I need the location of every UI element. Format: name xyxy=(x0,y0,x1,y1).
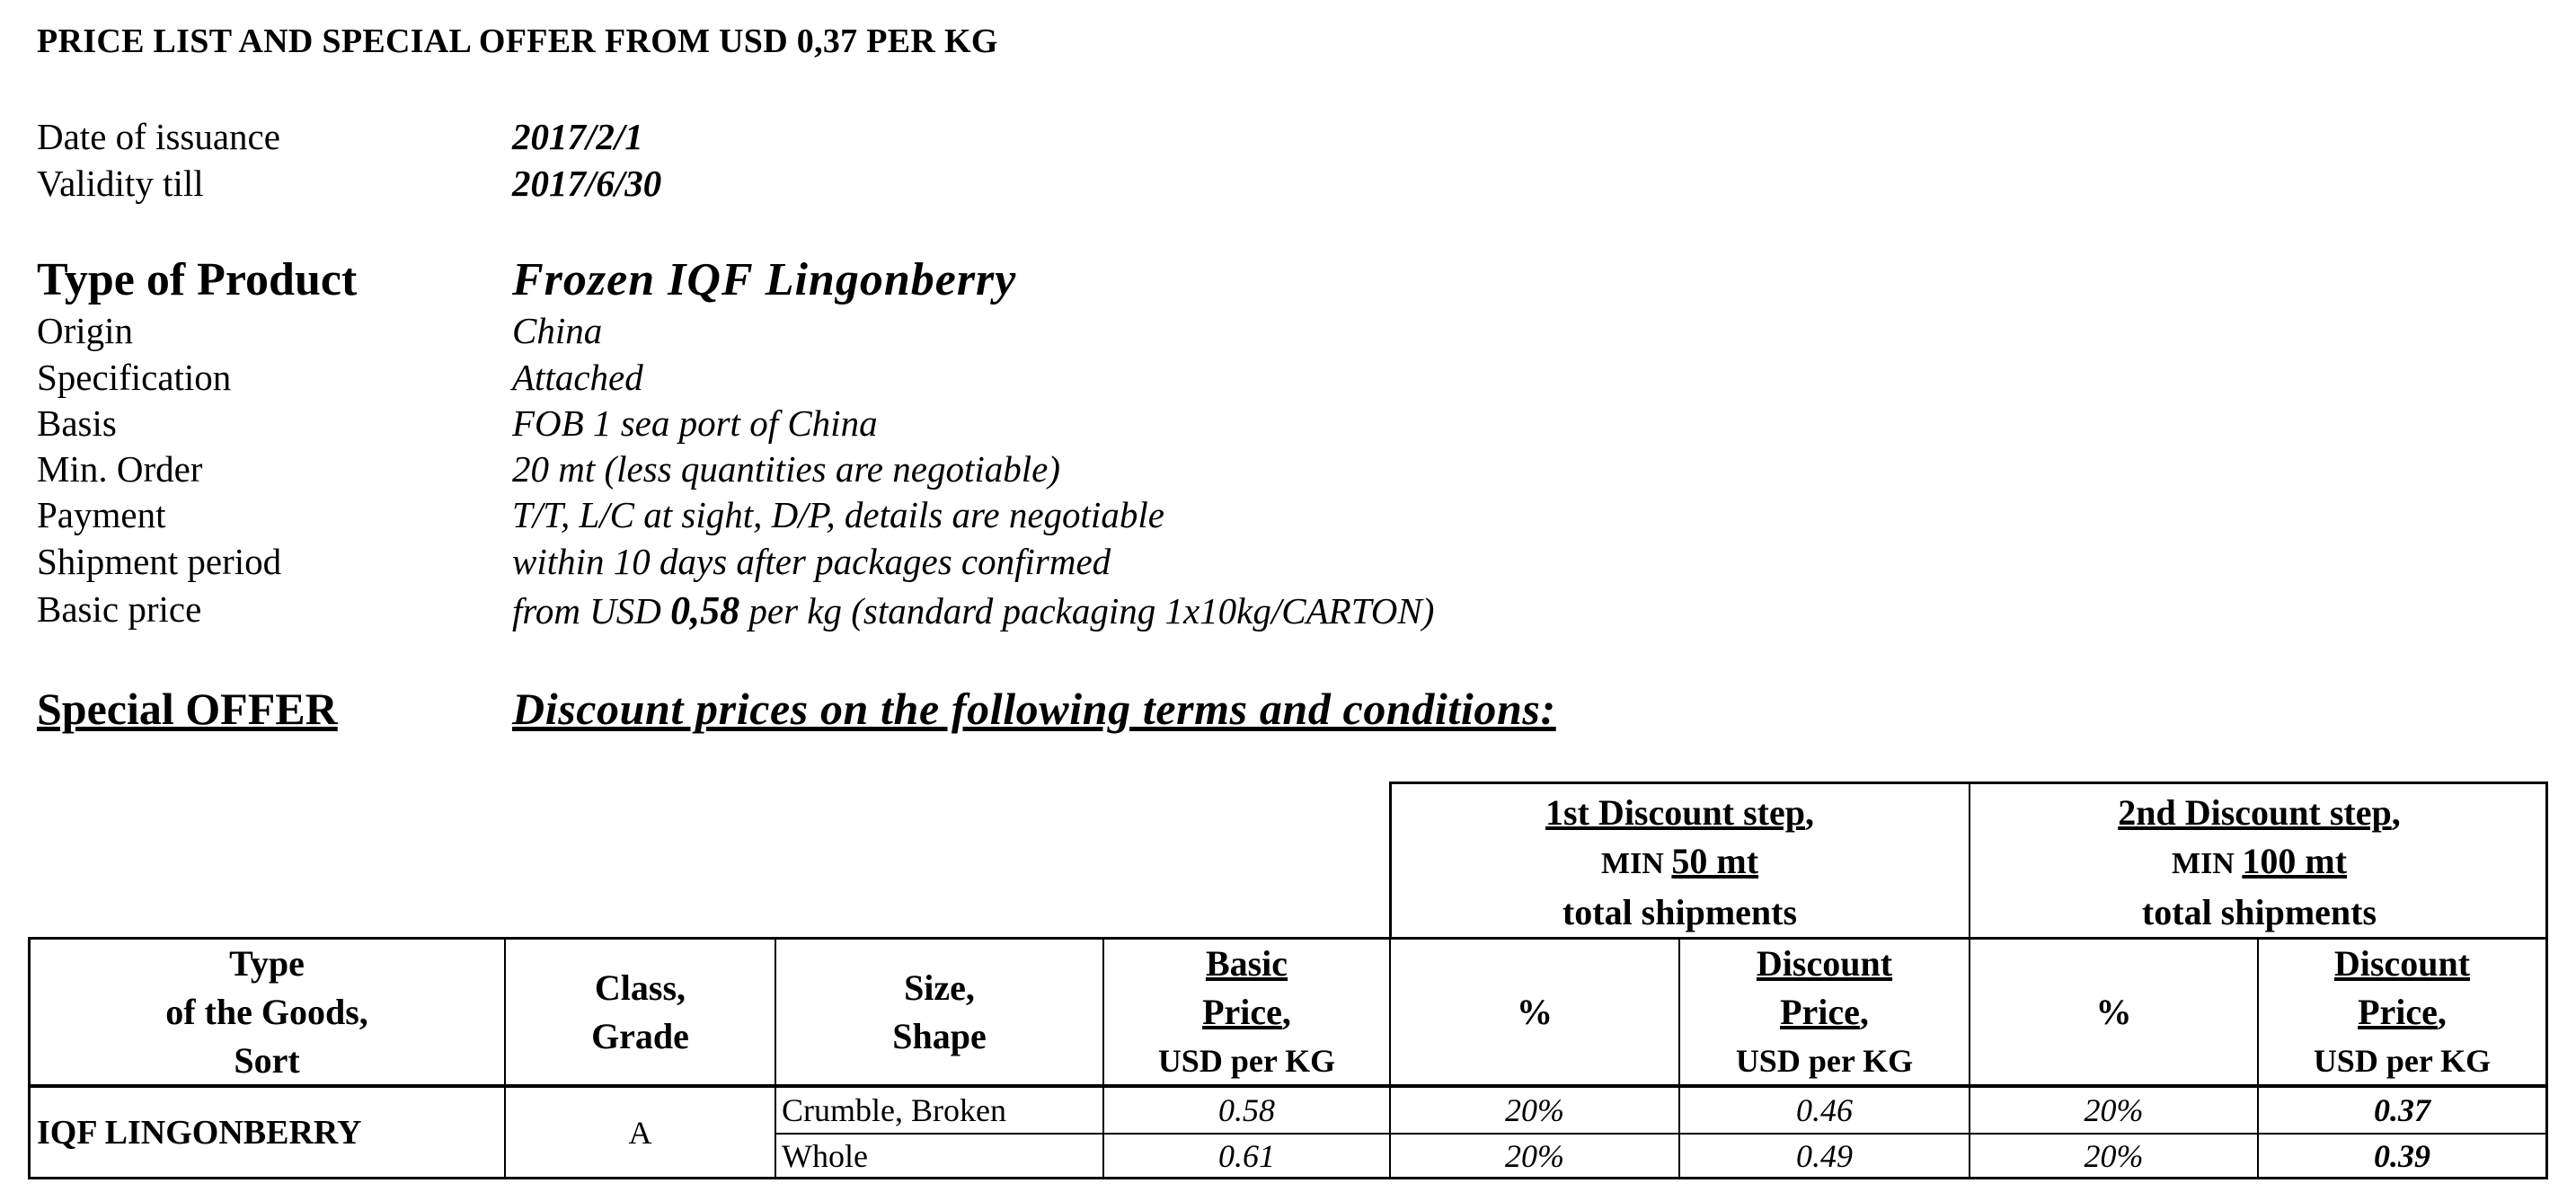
step2-title-line xyxy=(2118,789,2401,837)
col-header-discount2 xyxy=(2259,940,2545,1084)
disc1-header-price: Price xyxy=(1780,991,1860,1032)
step2-comma: , xyxy=(2391,792,2401,833)
pct2-cell: 20% xyxy=(2084,1092,2144,1128)
product-name-cell: IQF LINGONBERRY xyxy=(37,1114,362,1152)
step2-min-value: 100 mt xyxy=(2242,841,2348,881)
step1-min-prefix: MIN xyxy=(1600,847,1672,880)
shipment-value: within 10 days after packages confirmed xyxy=(512,541,1111,582)
step2-total: total shipments xyxy=(2141,892,2377,932)
disc1-header-unit: USD per KG xyxy=(1735,1042,1914,1079)
specification-value: Attached xyxy=(512,357,643,398)
basis-value: FOB 1 sea port of China xyxy=(512,402,878,444)
page-title: PRICE LIST AND SPECIAL OFFER FROM USD 0,37 PER KG xyxy=(37,22,998,60)
size-header-line2: Shape xyxy=(892,1015,987,1056)
origin-label: Origin xyxy=(37,310,134,351)
basis-label: Basis xyxy=(37,402,117,444)
step2-min-line xyxy=(2172,837,2347,888)
class-header-line1: Class, xyxy=(594,967,686,1008)
goods-header-line1: Type xyxy=(229,942,305,984)
origin-value: China xyxy=(512,310,603,351)
basic-price-label: Basic price xyxy=(37,588,202,630)
basic-price-value xyxy=(512,587,1434,633)
specification-label: Specification xyxy=(37,357,232,398)
min-order-value: 20 mt (less quantities are negotiable) xyxy=(512,448,1060,490)
issuance-label: Date of issuance xyxy=(37,116,280,157)
validity-label: Validity till xyxy=(37,163,204,204)
disc1-header-comma: , xyxy=(1859,991,1869,1032)
basic-header-line2 xyxy=(1202,988,1291,1037)
pct1-cell: 20% xyxy=(1505,1138,1564,1174)
size-header-line1: Size, xyxy=(904,967,975,1008)
min-order-label: Min. Order xyxy=(37,448,203,490)
col-header-class xyxy=(506,940,775,1084)
size-cell: Crumble, Broken xyxy=(782,1092,1006,1128)
basic-header-line1: Basic xyxy=(1205,942,1288,984)
goods-header-line2: of the Goods, xyxy=(165,991,368,1032)
class-header-line2: Grade xyxy=(591,1015,689,1056)
disc1-header-line2 xyxy=(1780,988,1869,1037)
product-type-label: Type of Product xyxy=(37,254,358,305)
col-header-basic-price xyxy=(1104,940,1389,1084)
product-type-value: Frozen IQF Lingonberry xyxy=(512,254,1017,305)
discount1-cell: 0.49 xyxy=(1796,1138,1853,1174)
step1-min-value: 50 mt xyxy=(1671,841,1759,881)
basic-price-cell: 0.58 xyxy=(1218,1092,1275,1128)
basic-price-suffix: per kg (standard packaging 1x10kg/CARTON) xyxy=(739,590,1435,631)
step1-title: 1st Discount step xyxy=(1545,792,1805,833)
disc1-header-line1: Discount xyxy=(1756,942,1893,984)
disc2-header-unit: USD per KG xyxy=(2313,1042,2492,1079)
step1-comma: , xyxy=(1804,792,1814,833)
grade-cell: A xyxy=(628,1115,652,1151)
pct1-header: % xyxy=(1517,991,1553,1032)
pct2-cell: 20% xyxy=(2084,1138,2144,1174)
payment-value: T/T, L/C at sight, D/P, details are negotiable xyxy=(512,494,1164,535)
size-cell: Whole xyxy=(782,1138,868,1174)
col-header-size xyxy=(776,940,1102,1084)
pct1-cell: 20% xyxy=(1505,1092,1564,1128)
disc2-header-comma: , xyxy=(2437,991,2447,1032)
step2-min-prefix: MIN xyxy=(2171,847,2243,880)
disc2-header-line2 xyxy=(2358,988,2447,1037)
special-offer-terms: Discount prices on the following terms and conditions: xyxy=(512,684,1556,734)
discount-step-2-header xyxy=(1970,789,2548,937)
col-header-goods xyxy=(30,940,504,1084)
disc2-header-line1: Discount xyxy=(2333,942,2471,984)
discount-step-1-header xyxy=(1391,789,1969,937)
shipment-label: Shipment period xyxy=(37,541,282,582)
col-header-pct2 xyxy=(1970,940,2257,1084)
basic-price-amount: 0,58 xyxy=(670,588,740,632)
step1-total: total shipments xyxy=(1562,892,1798,932)
special-offer-label: Special OFFER xyxy=(37,684,338,734)
col-header-pct1 xyxy=(1391,940,1678,1084)
basic-header-unit: USD per KG xyxy=(1157,1042,1336,1079)
step1-title-line xyxy=(1545,789,1814,837)
disc2-header-price: Price xyxy=(2358,991,2438,1032)
pct2-header: % xyxy=(2095,991,2132,1032)
step1-min-line xyxy=(1601,837,1758,888)
basic-price-cell: 0.61 xyxy=(1218,1138,1275,1174)
payment-label: Payment xyxy=(37,494,166,535)
goods-header-line3: Sort xyxy=(234,1039,300,1081)
basic-header-comma: , xyxy=(1281,991,1291,1032)
discount2-cell: 0.37 xyxy=(2374,1092,2430,1128)
col-header-discount1 xyxy=(1680,940,1969,1084)
basic-header-price: Price xyxy=(1202,991,1282,1032)
validity-value: 2017/6/30 xyxy=(512,163,662,204)
discount1-cell: 0.46 xyxy=(1796,1092,1853,1128)
discount2-cell: 0.39 xyxy=(2374,1138,2430,1174)
issuance-value: 2017/2/1 xyxy=(512,116,643,157)
basic-price-prefix: from USD xyxy=(512,590,671,631)
step2-title: 2nd Discount step xyxy=(2118,792,2392,833)
